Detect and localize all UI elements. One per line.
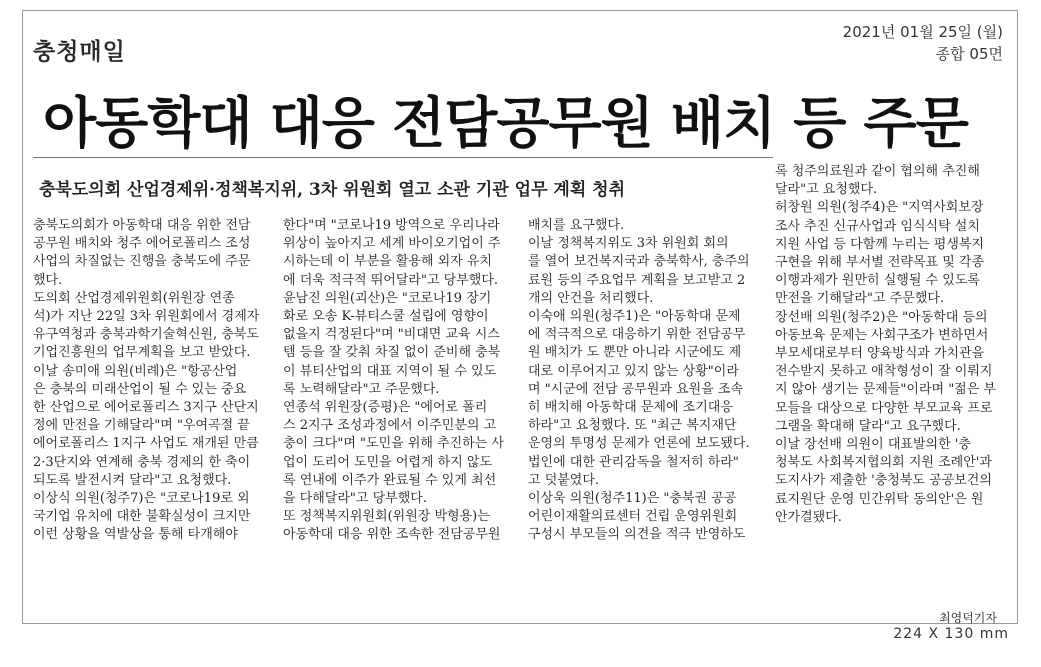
column-text: 록 청주의료원과 같이 협의해 추진해 달라"고 요청했다. 허창원 의원(청주4)은 "지역사회보장 조사 추진 신규사업과 임식식탁 설치 지원 사업 등 다함께 누리는 평생복지 구현을 위해 부서별 전략목표 및 각종 이행과제가 원만히 실행될 수 있도록 만전을 기해달라"고 주문했다. 장선배 의원(청주2)은 "아동학대 등의 아동보육 문제는 사회구조가 변하면서 부모세대로부터 양육방식과 가치관을 전수받지 못하고 애착형성이 잘 이뤄지 지 않아 생기는 문제들"이라며 "젊은 부 모들을 대상으로 다양한 부모교육 프로 그램을 확대해 달라"고 요구했다. 이날 장선배 의원이 대표발의한 '충 청북도 사회복지협의회 지원 조례안'과 도지사가 제출한 '충청북도 공공보건의 료지원단 운영 민간위탁 동의안'은 원 안가결됐다. (775, 164, 996, 525)
publication-meta (843, 21, 1003, 65)
clipping-size: 224 X 130 mm (893, 626, 1009, 642)
page-section: 종합 05면 (935, 45, 1003, 63)
headline-divider (33, 157, 773, 158)
headline: 아동학대 대응 전담공무원 배치 등 주문 (43, 91, 968, 155)
column-text: 배치를 요구했다. 이날 정책복지위도 3차 위원회 회의 를 열어 보건복지국과 충북학사, 충주의 료원 등의 주요업무 계획을 보고받고 2 개의 안건을 처리했다. 이숙애 의원(청주1)은 "아동학대 문제 에 적극적으로 대응하기 위한 전담공무 원 배치가 도 뿐만 아니라 시군에도 제 대로 이루어지고 있지 않는 상황"이라 며 "시군에 전담 공무원과 요원을 조속 히 배치해 아동학대 문제에 조기대응 하라"고 요청했다. 또 "최근 복지재단 운영의 투명성 문제가 언론에 보도됐다. 법인에 대한 관리감독을 철저히 하라" 고 덧붙였다. 이상욱 의원(청주11)은 "충북권 공공 어린이재활의료센터 건립 운영위원회 구성시 부모들의 의견을 적극 반영하도 (528, 218, 750, 543)
article-column-3 (528, 217, 758, 545)
publication-date: 2021년 01월 25일 (월) (842, 23, 1003, 41)
column-text: 한다"며 "코로나19 방역으로 우리나라 위상이 높아지고 세계 바이오기업이 주 시하는데 이 부분을 활용해 외자 유치 에 더욱 적극적 뛰어달라"고 당부했다. 윤남진 의원(괴산)은 "코로나19 장기 화로 오송 K-뷰티스쿨 설립에 영향이 없을지 걱정된다"며 "비대면 교육 시스 템 등을 잘 갖춰 차질 없이 준비해 충북 이 뷰티산업의 대표 지역이 될 수 있도 록 노력해달라"고 주문했다. 연종석 위원장(증평)은 "에어로 폴리 스 2지구 조성과정에서 이주민분의 고 충이 크다"며 "도민을 위해 추진하는 사 업이 도리어 도민을 어렵게 하지 않도 록 연내에 이주가 완료될 수 있게 최선 을 다해달라"고 당부했다. 또 정책복지위원회(위원장 박형용)는 아동학대 대응 위한 조속한 전담공무원 (283, 218, 504, 543)
column-text: 충북도의회가 아동학대 대응 위한 전담 공무원 배치와 청주 에어로폴리스 조성 사업의 차질없는 진행을 충북도에 주문 했다. 도의회 산업경제위원회(위원장 연종 석)가 지난 22일 3차 위원회에서 경제자 유구역청과 충북과학기술혁신원, 충북도 기업진흥원의 업무계획을 보고 받았다. 이날 송미애 의원(비례)은 "항공산업 은 충북의 미래산업이 될 수 있는 중요 한 산업으로 에어로폴리스 3지구 산단지 정에 만전을 기해달라"며 "우여곡절 끝 에어로폴리스 1지구 사업도 재개된 만큼 2·3단지와 연계해 충북 경제의 한 축이 되도록 발전시켜 달라"고 요청했다. 이상식 의원(청주7)은 "코로나19로 외 국기업 유치에 대한 불확실성이 크지만 이런 상황을 역발상을 통해 타개해야 (33, 218, 260, 543)
byline: 최영덕기자 (939, 611, 997, 625)
newspaper-clipping (22, 10, 1018, 624)
newspaper-name: 충청매일 (33, 38, 126, 65)
subheadline: 충북도의회 산업경제위·정책복지위, 3차 위원회 열고 소관 기관 업무 계획 청취 (39, 180, 626, 200)
article-column-4 (775, 163, 1007, 527)
article-column-1 (33, 217, 265, 545)
article-column-2 (283, 217, 513, 545)
